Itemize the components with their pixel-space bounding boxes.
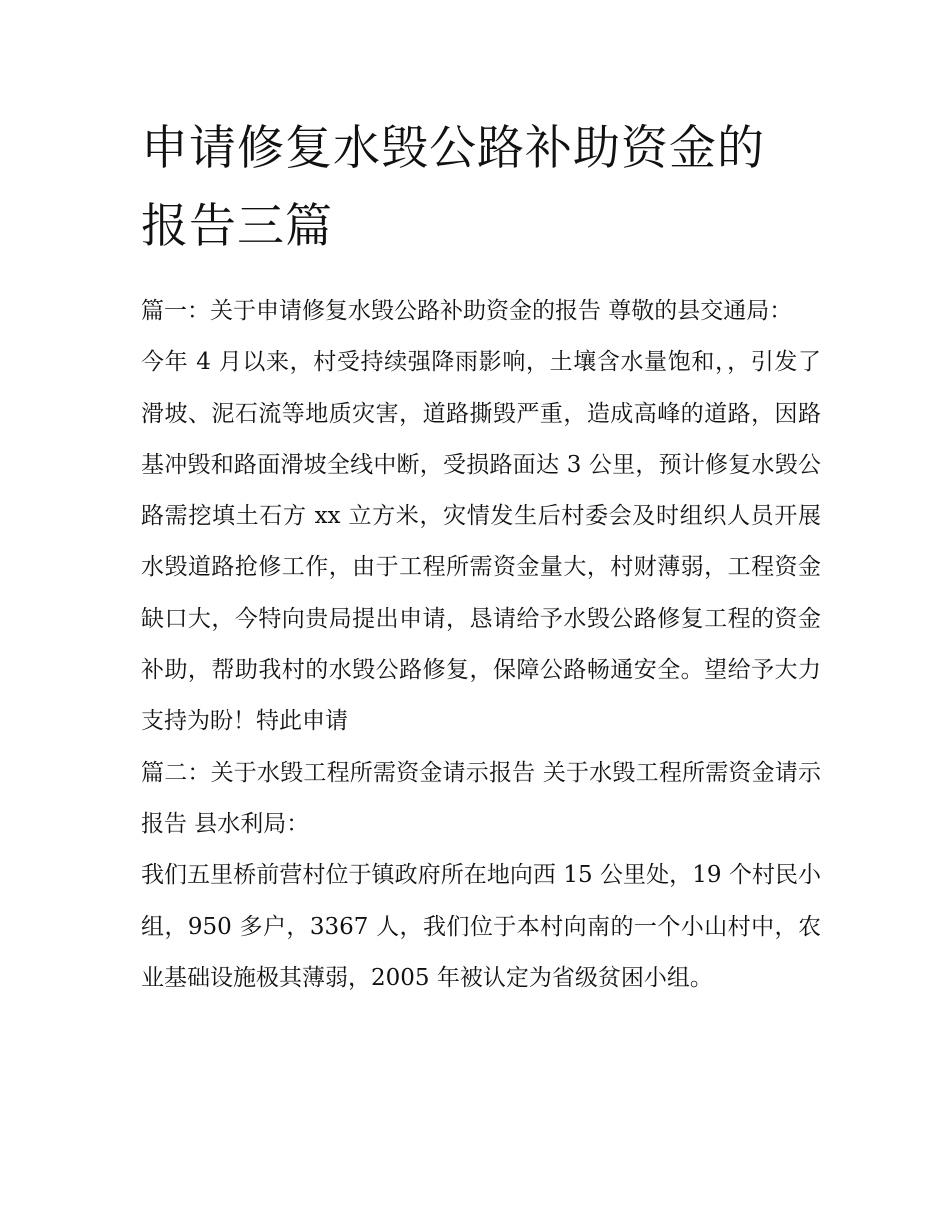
paragraph-section-one-heading: 篇一：关于申请修复水毁公路补助资金的报告 尊敬的县交通局： bbox=[141, 298, 793, 324]
paragraph-section-two-heading: 篇二：关于水毁工程所需资金请示报告 关于水毁工程所需资金请示报告 县水利局： bbox=[141, 759, 821, 837]
document-title-line-1: 申请修复水毁公路补助资金的 bbox=[141, 121, 765, 176]
document-title-line-2: 报告三篇 bbox=[141, 199, 333, 254]
paragraph-section-two-body: 我们五里桥前营村位于镇政府所在地向西 15 公里处，19 个村民小组，950 多户，3367 人，我们位于本村向南的一个小山村中，农业基础设施极其薄弱，2005 年被认定为省级贫困小组。 bbox=[141, 862, 821, 991]
document-body bbox=[141, 286, 821, 1004]
document-title bbox=[141, 110, 821, 266]
paragraph-section-one-body: 今年 4 月以来，村受持续强降雨影响，土壤含水量饱和，，引发了滑坡、泥石流等地质灾害，道路撕毁严重，造成高峰的道路，因路基冲毁和路面滑坡全线中断，受损路面达 3 公里，预计修复水毁公路需挖填土石方 xx 立方米，灾情发生后村委会及时组织人员开展水毁道路抢修工作，由于工程所需资金量大，村财薄弱，工程资金缺口大，今特向贵局提出申请，恳请给予水毁公路修复工程的资金补助，帮助我村的水毁公路修复，保障公路畅通安全。望给予大力支持为盼！特此申请 bbox=[141, 349, 821, 735]
document-page bbox=[141, 110, 821, 1004]
